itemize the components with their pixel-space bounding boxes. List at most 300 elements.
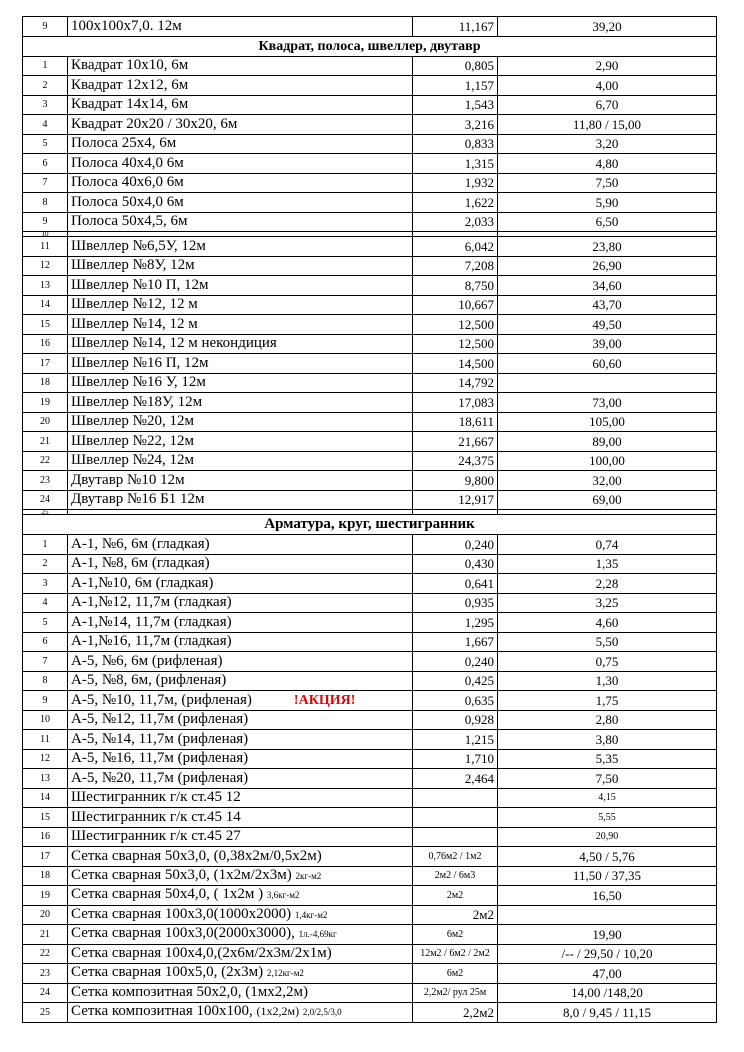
row-number: 18 — [23, 373, 68, 393]
weight-value: 1,622 — [413, 193, 498, 213]
row-number: 11 — [23, 730, 68, 750]
row-number: 9 — [23, 212, 68, 232]
table-row — [23, 115, 717, 135]
table-row — [23, 432, 717, 452]
price-value: 39,20 — [498, 17, 717, 37]
price-value: 4,15 — [498, 788, 717, 808]
product-note: 2кг-м2 — [295, 870, 322, 881]
product-name — [68, 115, 413, 135]
table-row — [23, 154, 717, 174]
row-number: 5 — [23, 613, 68, 633]
table-row — [23, 905, 717, 925]
table-row — [23, 315, 717, 335]
weight-value: 1,215 — [413, 730, 498, 750]
product-name-text: Швеллер №14, 12 м — [71, 315, 198, 332]
table-row — [23, 691, 717, 711]
weight-value: 1,710 — [413, 749, 498, 769]
product-name — [68, 652, 413, 672]
weight-value: 2м2 — [413, 905, 498, 925]
product-name-text: А-5, №20, 11,7м (рифленая) — [71, 769, 249, 786]
price-value: 43,70 — [498, 295, 717, 315]
product-note: 1л.-4,69кг — [298, 929, 337, 940]
price-value: 1,30 — [498, 671, 717, 691]
row-number: 1 — [23, 56, 68, 76]
table-row — [23, 827, 717, 847]
price-value: 5,50 — [498, 632, 717, 652]
weight-value — [413, 788, 498, 808]
price-value: 3,20 — [498, 134, 717, 154]
price-table-body — [23, 17, 717, 1023]
product-name — [68, 471, 413, 491]
product-name — [68, 944, 413, 964]
table-row — [23, 944, 717, 964]
product-name — [68, 17, 413, 37]
product-name — [68, 154, 413, 174]
weight-value: 2м2 — [413, 886, 498, 906]
weight-value: 0,805 — [413, 56, 498, 76]
price-value: 4,50 / 5,76 — [498, 847, 717, 867]
row-number: 3 — [23, 574, 68, 594]
row-number: 15 — [23, 315, 68, 335]
table-row — [23, 847, 717, 867]
row-number: 9 — [23, 691, 68, 711]
row-number: 25 — [23, 510, 68, 515]
product-note: 2,0/2,5/3,0 — [302, 1007, 342, 1018]
row-number: 12 — [23, 256, 68, 276]
product-name — [68, 925, 413, 945]
table-row — [23, 334, 717, 354]
table-row — [23, 134, 717, 154]
row-number: 24 — [23, 983, 68, 1003]
product-name — [68, 451, 413, 471]
product-name-text: А-5, №10, 11,7м, (рифленая) — [71, 691, 252, 708]
product-name — [68, 613, 413, 633]
weight-value: 9,800 — [413, 471, 498, 491]
product-name — [68, 295, 413, 315]
table-row — [23, 593, 717, 613]
product-name — [68, 373, 413, 393]
price-value: 1,35 — [498, 554, 717, 574]
price-value: 2,90 — [498, 56, 717, 76]
price-value: 73,00 — [498, 393, 717, 413]
product-name-text: Швеллер №14, 12 м некондиция — [71, 335, 277, 352]
product-name-text: Сетка сварная 50х3,0, (1х2м/2х3м) — [71, 866, 292, 883]
table-row — [23, 730, 717, 750]
product-name-text: Сетка сварная 50х4,0, ( 1х2м ) — [71, 886, 264, 903]
price-value: 47,00 — [498, 964, 717, 984]
price-value — [498, 905, 717, 925]
table-row — [23, 95, 717, 115]
product-name-text: Полоса 40х4,0 6м — [71, 154, 184, 171]
row-number: 3 — [23, 95, 68, 115]
row-number: 18 — [23, 866, 68, 886]
section-title: Квадрат, полоса, швеллер, двутавр — [23, 36, 717, 56]
row-number: 4 — [23, 593, 68, 613]
price-value: /-- / 29,50 / 10,20 — [498, 944, 717, 964]
product-name — [68, 710, 413, 730]
table-row — [23, 671, 717, 691]
product-name — [68, 256, 413, 276]
table-row — [23, 490, 717, 510]
price-value: 23,80 — [498, 237, 717, 257]
product-name — [68, 393, 413, 413]
product-name-text: А-1,№14, 11,7м (гладкая) — [71, 613, 232, 630]
product-name-text: Квадрат 14х14, 6м — [71, 96, 189, 113]
table-row — [23, 632, 717, 652]
weight-value: 12,917 — [413, 490, 498, 510]
weight-value: 2,033 — [413, 212, 498, 232]
price-value: 7,50 — [498, 769, 717, 789]
table-row — [23, 412, 717, 432]
row-number: 21 — [23, 925, 68, 945]
weight-value: 12м2 / 6м2 / 2м2 — [413, 944, 498, 964]
price-value: 4,00 — [498, 76, 717, 96]
product-name-text: Сетка сварная 100х3,0(2000х3000), — [71, 925, 295, 942]
table-row — [23, 193, 717, 213]
table-row — [23, 451, 717, 471]
weight-value: 12,500 — [413, 334, 498, 354]
row-number: 20 — [23, 905, 68, 925]
price-value: 100,00 — [498, 451, 717, 471]
price-value: 5,55 — [498, 808, 717, 828]
row-number: 15 — [23, 808, 68, 828]
price-value: 6,50 — [498, 212, 717, 232]
product-name — [68, 95, 413, 115]
price-value: 26,90 — [498, 256, 717, 276]
table-row — [23, 76, 717, 96]
weight-value: 17,083 — [413, 393, 498, 413]
weight-value: 1,315 — [413, 154, 498, 174]
price-value: 14,00 /148,20 — [498, 983, 717, 1003]
product-name — [68, 432, 413, 452]
weight-value: 3,216 — [413, 115, 498, 135]
product-name — [68, 173, 413, 193]
product-name-text: Швеллер №16 П, 12м — [71, 354, 209, 371]
price-value: 69,00 — [498, 490, 717, 510]
table-row — [23, 769, 717, 789]
product-name — [68, 983, 413, 1003]
table-row — [23, 866, 717, 886]
weight-value: 18,611 — [413, 412, 498, 432]
price-value: 4,60 — [498, 613, 717, 633]
product-name — [68, 354, 413, 374]
row-number: 19 — [23, 393, 68, 413]
product-name-text: А-1, №8, 6м (гладкая) — [71, 555, 210, 572]
table-row — [23, 925, 717, 945]
table-row — [23, 173, 717, 193]
weight-value: 1,295 — [413, 613, 498, 633]
weight-value: 12,500 — [413, 315, 498, 335]
product-name — [68, 276, 413, 296]
row-number: 9 — [23, 17, 68, 37]
price-value: 32,00 — [498, 471, 717, 491]
weight-value: 14,500 — [413, 354, 498, 374]
table-row — [23, 652, 717, 672]
row-number: 21 — [23, 432, 68, 452]
weight-value: 8,750 — [413, 276, 498, 296]
product-name-text: А-1, №6, 6м (гладкая) — [71, 535, 210, 552]
section-title: Арматура, круг, шестигранник — [23, 515, 717, 535]
product-note: 1,4кг-м2 — [294, 909, 328, 920]
price-value: 20,90 — [498, 827, 717, 847]
product-name-tail: (1х2,2м) — [256, 1004, 300, 1019]
row-number: 2 — [23, 76, 68, 96]
product-name-text: Швеллер №12, 12 м — [71, 296, 198, 313]
product-name — [68, 334, 413, 354]
row-number: 14 — [23, 295, 68, 315]
product-name-text: Сетка сварная 100х5,0, (2х3м) — [71, 964, 264, 981]
table-row — [23, 354, 717, 374]
product-name — [68, 671, 413, 691]
row-number: 6 — [23, 632, 68, 652]
price-value: 49,50 — [498, 315, 717, 335]
row-number: 7 — [23, 652, 68, 672]
weight-value: 7,208 — [413, 256, 498, 276]
product-name — [68, 808, 413, 828]
product-name — [68, 964, 413, 984]
weight-value: 10,667 — [413, 295, 498, 315]
weight-value: 1,667 — [413, 632, 498, 652]
price-value: 0,75 — [498, 652, 717, 672]
table-row — [23, 256, 717, 276]
product-name-text: Швеллер №24, 12м — [71, 452, 194, 469]
row-number: 17 — [23, 847, 68, 867]
table-row — [23, 237, 717, 257]
product-name-text: А-5, №12, 11,7м (рифленая) — [71, 711, 249, 728]
product-note: 2,12кг-м2 — [266, 968, 304, 979]
row-number: 5 — [23, 134, 68, 154]
table-row — [23, 295, 717, 315]
price-value: 2,80 — [498, 710, 717, 730]
weight-value: 0,935 — [413, 593, 498, 613]
weight-value: 0,833 — [413, 134, 498, 154]
row-number: 10 — [23, 710, 68, 730]
product-name-text: Полоса 25х4, 6м — [71, 135, 177, 152]
price-value: 5,90 — [498, 193, 717, 213]
weight-value — [413, 808, 498, 828]
weight-value: 0,240 — [413, 652, 498, 672]
product-name — [68, 691, 413, 711]
product-name-text: Полоса 50х4,0 6м — [71, 193, 184, 210]
weight-value: 0,76м2 / 1м2 — [413, 847, 498, 867]
product-name-text: А-5, №16, 11,7м (рифленая) — [71, 750, 249, 767]
product-name-text: Сетка композитная 100х100, — [71, 1003, 253, 1020]
row-number: 24 — [23, 490, 68, 510]
section-header-row — [23, 515, 717, 535]
product-name — [68, 535, 413, 555]
row-number: 8 — [23, 193, 68, 213]
weight-value: 14,792 — [413, 373, 498, 393]
product-name-text: Швеллер №10 П, 12м — [71, 276, 209, 293]
product-name-text: Полоса 40х6,0 6м — [71, 174, 184, 191]
weight-value: 0,641 — [413, 574, 498, 594]
product-name-text: Квадрат 10х10, 6м — [71, 57, 189, 74]
product-name — [68, 76, 413, 96]
product-name — [68, 749, 413, 769]
row-number: 23 — [23, 964, 68, 984]
row-number: 23 — [23, 471, 68, 491]
product-name — [68, 212, 413, 232]
product-name — [68, 788, 413, 808]
row-number: 13 — [23, 769, 68, 789]
product-name-text: А-1,№16, 11,7м (гладкая) — [71, 633, 232, 650]
weight-value: 2,2м2 — [413, 1003, 498, 1023]
table-row — [23, 1003, 717, 1023]
price-value: 60,60 — [498, 354, 717, 374]
row-number: 4 — [23, 115, 68, 135]
table-row — [23, 710, 717, 730]
product-name-text: Квадрат 12х12, 6м — [71, 76, 189, 93]
row-number: 22 — [23, 944, 68, 964]
price-value: 7,50 — [498, 173, 717, 193]
row-number: 8 — [23, 671, 68, 691]
product-name — [68, 827, 413, 847]
table-row — [23, 554, 717, 574]
table-row — [23, 17, 717, 37]
table-row — [23, 788, 717, 808]
product-name — [68, 847, 413, 867]
weight-value: 2м2 / 6м3 — [413, 866, 498, 886]
row-number: 19 — [23, 886, 68, 906]
row-number: 25 — [23, 1003, 68, 1023]
price-table — [22, 16, 717, 1023]
price-value — [498, 373, 717, 393]
weight-value: 1,543 — [413, 95, 498, 115]
table-row — [23, 212, 717, 232]
table-row — [23, 613, 717, 633]
weight-value: 6м2 — [413, 964, 498, 984]
product-name-text: Швеллер №8У, 12м — [71, 257, 195, 274]
row-number: 17 — [23, 354, 68, 374]
weight-value: 0,425 — [413, 671, 498, 691]
product-name-text: А-5, №6, 6м (рифленая) — [71, 652, 223, 669]
row-number: 10 — [23, 232, 68, 237]
row-number: 13 — [23, 276, 68, 296]
product-name-text: 100х100х7,0. 12м — [71, 17, 182, 34]
table-row — [23, 471, 717, 491]
product-name-text: Полоса 50х4,5, 6м — [71, 213, 188, 230]
weight-value: 0,635 — [413, 691, 498, 711]
product-name-text: Швеллер №22, 12м — [71, 432, 194, 449]
product-name-text: Шестигранник г/к ст.45 12 — [71, 789, 241, 806]
product-name-text: Швеллер №20, 12м — [71, 413, 194, 430]
weight-value: 21,667 — [413, 432, 498, 452]
row-number: 1 — [23, 535, 68, 555]
product-note: 3,6кг-м2 — [266, 890, 300, 901]
row-number: 20 — [23, 412, 68, 432]
price-value: 6,70 — [498, 95, 717, 115]
weight-value: 11,167 — [413, 17, 498, 37]
product-name-text: А-1,№12, 11,7м (гладкая) — [71, 594, 232, 611]
product-name-text: Швеллер №18У, 12м — [71, 393, 203, 410]
product-name-text: Двутавр №10 12м — [71, 471, 185, 488]
section-header-row — [23, 36, 717, 56]
product-name — [68, 593, 413, 613]
weight-value: 6м2 — [413, 925, 498, 945]
table-row — [23, 535, 717, 555]
price-value: 4,80 — [498, 154, 717, 174]
product-name — [68, 237, 413, 257]
row-number: 22 — [23, 451, 68, 471]
product-name-text: Сетка сварная 100х3,0(1000х2000) — [71, 905, 292, 922]
product-name — [68, 412, 413, 432]
promo-badge: !АКЦИЯ! — [293, 692, 356, 708]
price-value: 8,0 / 9,45 / 11,15 — [498, 1003, 717, 1023]
price-value: 16,50 — [498, 886, 717, 906]
product-name-text: Квадрат 20х20 / 30х20, 6м — [71, 115, 238, 132]
product-name — [68, 866, 413, 886]
row-number: 2 — [23, 554, 68, 574]
table-row — [23, 373, 717, 393]
weight-value: 1,932 — [413, 173, 498, 193]
product-name — [68, 134, 413, 154]
table-row — [23, 574, 717, 594]
price-value: 5,35 — [498, 749, 717, 769]
price-value: 19,90 — [498, 925, 717, 945]
product-name — [68, 730, 413, 750]
price-value: 89,00 — [498, 432, 717, 452]
price-value: 0,74 — [498, 535, 717, 555]
row-number: 11 — [23, 237, 68, 257]
price-value: 11,50 / 37,35 — [498, 866, 717, 886]
table-row — [23, 56, 717, 76]
product-name-text: Шестигранник г/к ст.45 14 — [71, 808, 241, 825]
weight-value: 0,240 — [413, 535, 498, 555]
table-row — [23, 886, 717, 906]
price-value: 3,25 — [498, 593, 717, 613]
weight-value: 6,042 — [413, 237, 498, 257]
weight-value: 0,430 — [413, 554, 498, 574]
row-number: 6 — [23, 154, 68, 174]
price-value: 105,00 — [498, 412, 717, 432]
row-number: 14 — [23, 788, 68, 808]
product-name-text: А-1,№10, 6м (гладкая) — [71, 574, 214, 591]
product-name — [68, 632, 413, 652]
weight-value — [413, 827, 498, 847]
product-name-text: Шестигранник г/к ст.45 27 — [71, 828, 241, 845]
weight-value: 1,157 — [413, 76, 498, 96]
product-name-text: Двутавр №16 Б1 12м — [71, 491, 205, 508]
price-value: 1,75 — [498, 691, 717, 711]
weight-value: 2,464 — [413, 769, 498, 789]
row-number: 12 — [23, 749, 68, 769]
product-name-text: А-5, №14, 11,7м (рифленая) — [71, 730, 249, 747]
row-number: 7 — [23, 173, 68, 193]
price-value: 34,60 — [498, 276, 717, 296]
product-name — [68, 56, 413, 76]
price-value: 39,00 — [498, 334, 717, 354]
table-row — [23, 276, 717, 296]
table-row — [23, 749, 717, 769]
table-row — [23, 964, 717, 984]
table-row — [23, 983, 717, 1003]
table-row — [23, 393, 717, 413]
product-name-text: Швеллер №6,5У, 12м — [71, 237, 206, 254]
price-value: 3,80 — [498, 730, 717, 750]
product-name — [68, 574, 413, 594]
row-number: 16 — [23, 827, 68, 847]
weight-value: 0,928 — [413, 710, 498, 730]
product-name — [68, 769, 413, 789]
product-name — [68, 1003, 413, 1023]
product-name-text: Сетка композитная 50х2,0, (1мх2,2м) — [71, 984, 308, 1001]
weight-value: 24,375 — [413, 451, 498, 471]
product-name-text: Сетка сварная 50х3,0, (0,38х2м/0,5х2м) — [71, 847, 322, 864]
weight-value: 2,2м2/ рул 25м — [413, 983, 498, 1003]
product-name-text: А-5, №8, 6м, (рифленая) — [71, 672, 227, 689]
product-name — [68, 193, 413, 213]
product-name — [68, 315, 413, 335]
